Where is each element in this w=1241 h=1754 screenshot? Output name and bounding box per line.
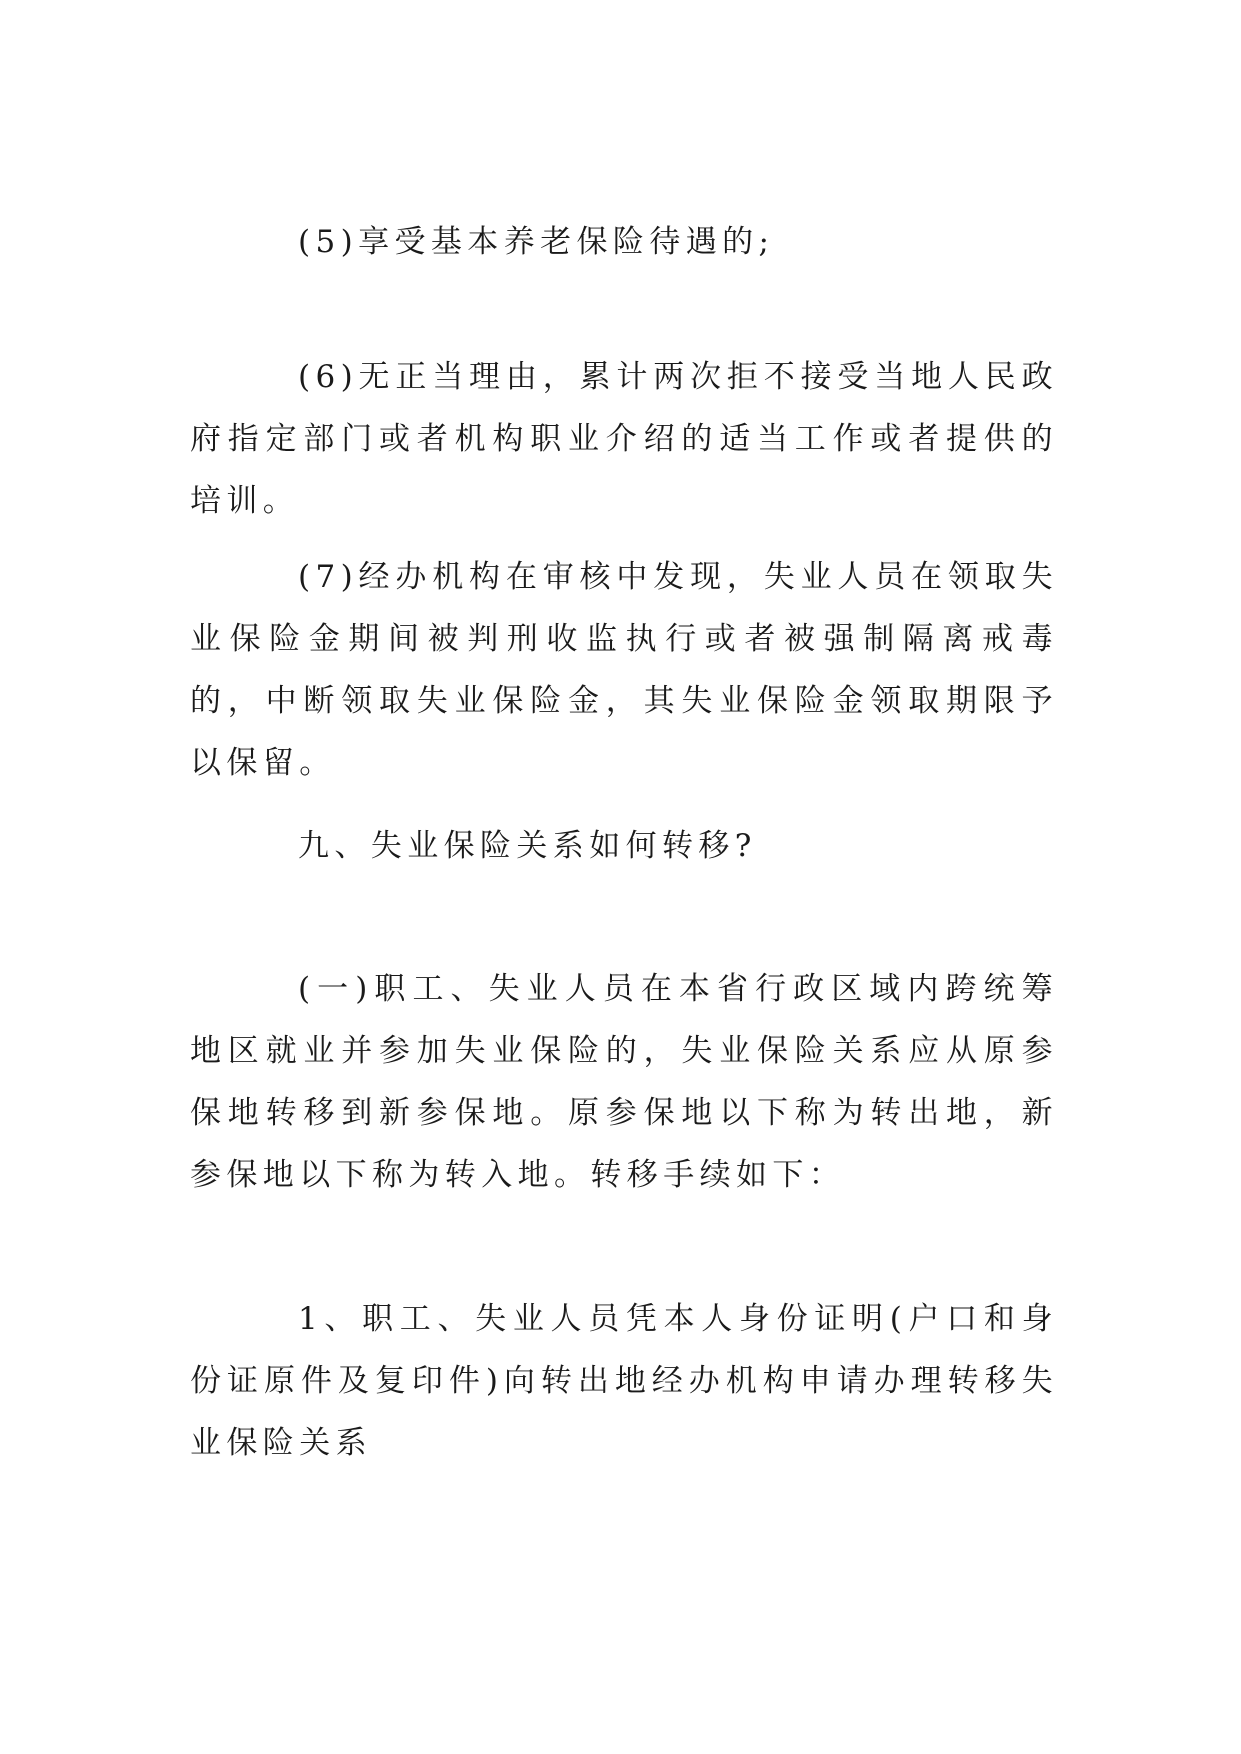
paragraph-9-1: (一)职工、失业人员在本省行政区域内跨统筹地区就业并参加失业保险的，失业保险关系应从原参保地转移到新参保地。原参保地以下称为转出地，新参保地以下称为转入地。转移手续如下： <box>190 971 1058 1193</box>
paragraph-5: (5)享受基本养老保险待遇的; <box>298 224 775 260</box>
paragraph-9-1-1: 1、职工、失业人员凭本人身份证明(户口和身份证原件及复印件)向转出地经办机构申请办理转移失业保险关系 <box>190 1301 1058 1461</box>
paragraph-6: (6)无正当理由，累计两次拒不接受当地人民政府指定部门或者机构职业介绍的适当工作或者提供的培训。 <box>190 359 1058 519</box>
paragraph-7: (7)经办机构在审核中发现，失业人员在领取失业保险金期间被判刑收监执行或者被强制隔离戒毒的，中断领取失业保险金，其失业保险金领取期限予以保留。 <box>190 559 1058 781</box>
section-heading-9: 九、失业保险关系如何转移? <box>298 828 757 864</box>
